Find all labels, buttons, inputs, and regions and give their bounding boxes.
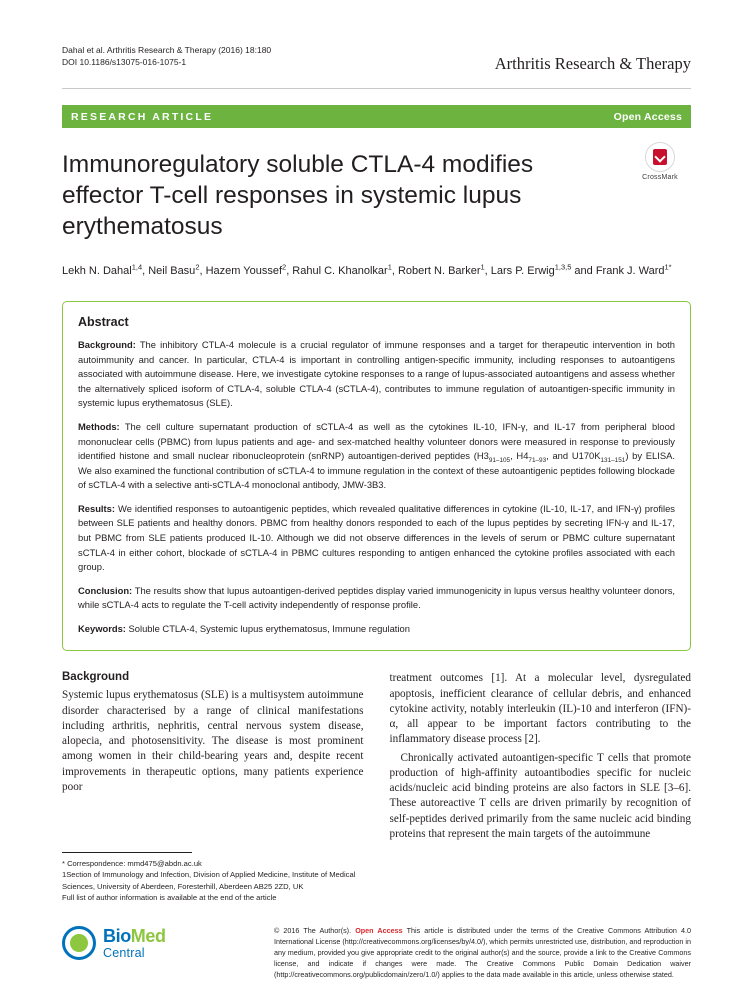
body-column-right	[390, 671, 692, 845]
abstract-section	[78, 338, 675, 411]
abstract-section-text: The results show that lupus autoantigen-derived peptides display varied immunogenicity in lupus versus healthy volunteer donors, while sCTLA-4 acts to regulate the T-cell activity independently of response profile.	[78, 584, 675, 611]
abstract-section-text: The inhibitory CTLA-4 molecule is a crucial regulator of immune responses and a target for therapeutic intervention in both autoimmunity and cancer. In particular, CTLA-4 is important in controlling antigen-specific immunity, including responses to autoantigens associated with autoimmune disease. Here, we investigate cytokine responses to a range of lupus-associated autoantigens and assess whether the alternatively spliced isoform of CTLA-4, soluble CTLA-4 (sCTLA-4), contributes to immune regulation of autoantigen-specific immunity in systemic lupus erythematosus (SLE).	[78, 339, 675, 409]
paragraph: Chronically activated autoantigen-specific T cells that promote production of high-affinity autoantibodies specific for nucleic acids/nucleic acid binding proteins are also factors in SLE [3–6]. These autoreactive T cells are driven primarily by recognition of self-peptides derived primarily from the same nucleic acid binding proteins that represent the main targets of the autoimmune	[389, 751, 691, 840]
section-heading-background: Background	[62, 671, 130, 684]
article-type-label: RESEARCH ARTICLE	[71, 110, 214, 123]
abstract-heading: Abstract	[78, 315, 129, 330]
abstract-section-text: We identified responses to autoantigenic peptides, which revealed qualitative differences in cytokine (IL-10, IL-17, and IFN-γ) profiles between SLE patients and healthy donors. PBMC from healthy donors responded to each of the lupus peptides by secreting IFN-γ and IL-17, but PBMC from SLE patients produced IL-10. Although we did not observe differences in the levels of serum or PBMC culture supernatant sCTLA-4 in either cohort, blockade of sCTLA-4 in PBMC cultures responding to antigen enhanced the cytokine profiles associated with each group.	[78, 502, 675, 573]
abstract-section-label: Methods:	[78, 420, 120, 432]
biomed-central-mark-icon	[62, 926, 96, 960]
biomed-central-logo[interactable]	[62, 926, 258, 960]
page-header	[62, 44, 691, 80]
affiliation-line: 1Section of Immunology and Infection, Division of Applied Medicine, Institute of Medical Sciences, University of Aberdeen, Foresterhill, Aberdeen AB25 2ZD, UK	[62, 870, 356, 891]
abstract-section-text: The cell culture supernatant production of sCTLA-4 as well as the cytokines IL-10, IFN-γ, and IL-17 from peripheral blood mononuclear cells (PBMC) from lupus patients and age- and sex-matched healthy volunteer donors were measured in response to previously identified histone and small nuclear ribonucleoprotein (snRNP) autoantigen-derived peptides ($H3_{91-105}$, $H4_{71-93}$, and $U170K_{131-151}$) by ELISA. We also examined the functional contribution of sCTLA-4 to immune regulation in the context of these autoantigenic peptides following blockade of sCTLA-4 with a selective anti-sCTLA-4 monoclonal antibody, JMW-3B3.	[78, 420, 675, 491]
abstract-section-label: Conclusion:	[78, 584, 133, 596]
license-body: This article is distributed under the terms of the Creative Commons Attribution 4.0 International License (http://creativecommons.org/licenses/by/4.0/), which permits unrestricted use, distribution, and reproduction in any medium, provided you give appropriate credit to the original author(s) and the source, provide a link to the Creative Commons license, and indicate if changes were made. The Creative Commons Public Domain Dedication waiver (http://creativecommons.org/publicdomain/zero/1.0/) applies to the data made available in this article, unless otherwise stated.	[274, 926, 691, 979]
footnote-divider	[62, 852, 192, 853]
title-row	[62, 128, 691, 243]
license-text	[274, 926, 691, 981]
page-title: Immunoregulatory soluble CTLA-4 modifies effector T-cell responses in systemic lupus erythematosus	[62, 151, 534, 240]
abstract-box	[62, 301, 691, 651]
journal-title: Arthritis Research & Therapy	[494, 54, 691, 73]
citation-line-2: DOI 10.1186/s13075-016-1075-1	[62, 57, 187, 68]
citation-line-1: Dahal et al. Arthritis Research & Therapy (2016) 18:180	[62, 45, 272, 55]
biomed-central-wordmark	[103, 927, 166, 960]
abstract-section	[78, 584, 675, 613]
abstract-sections	[78, 338, 675, 636]
article-type-banner	[62, 105, 691, 128]
author-list: Lekh N. Dahal$^{1,4}$, Neil Basu$^2$, Hazem Youssef$^2$, Rahul C. Khanolkar$^1$, Robert N. Barker$^1$, Lars P. Erwig$^{1,3,5}$ and Frank J. Ward$^{1*}$	[62, 261, 672, 277]
citation-block	[62, 44, 271, 69]
footnote-block	[62, 852, 364, 904]
abstract-section-label: Keywords:	[78, 622, 126, 634]
abstract-section	[78, 420, 675, 493]
header-divider	[62, 88, 691, 89]
crossmark-badge[interactable]	[629, 142, 691, 181]
paragraph: Systemic lupus erythematosus (SLE) is a multisystem autoimmune disorder characterised by a range of clinical manifestations including arthritis, nephritis, central nervous system disease, alopecia, and photosensitivity. The disease is most prominent among women in their child-bearing years and, despite recent improvements in therapeutic options, many patients experience poor	[62, 689, 364, 793]
author-info-note: Full list of author information is available at the end of the article	[62, 893, 277, 903]
paragraph: treatment outcomes [1]. At a molecular level, dysregulated apoptosis, inefficient clearance of cellular debris, and enhanced cytokine activity, notably interleukin (IL)-10 and interferon (IFN)-α, all appear to be important factors contributing to the inflammatory disease process [2].	[389, 672, 691, 746]
open-access-label: Open Access	[613, 110, 682, 123]
abstract-section	[78, 502, 675, 575]
license-open-access-label: Open Access	[355, 926, 403, 935]
publisher-central-text: Central	[103, 945, 145, 960]
abstract-section	[78, 622, 675, 637]
abstract-section-label: Background:	[78, 339, 136, 351]
correspondence-line[interactable]: * Correspondence: mmd475@abdn.ac.uk	[62, 859, 202, 868]
abstract-section-text: Soluble CTLA-4, Systemic lupus erythematosus, Immune regulation	[125, 622, 410, 634]
abstract-section-label: Results:	[78, 502, 115, 514]
copyright-lead: © 2016 The Author(s).	[274, 926, 352, 935]
crossmark-icon	[645, 142, 675, 172]
body-columns	[62, 671, 691, 845]
publisher-med-text: Med	[130, 925, 166, 946]
publisher-footer	[62, 926, 691, 981]
publisher-bio-text: Bio	[103, 925, 131, 946]
crossmark-label: CrossMark	[642, 174, 678, 181]
body-column-left	[62, 671, 364, 845]
